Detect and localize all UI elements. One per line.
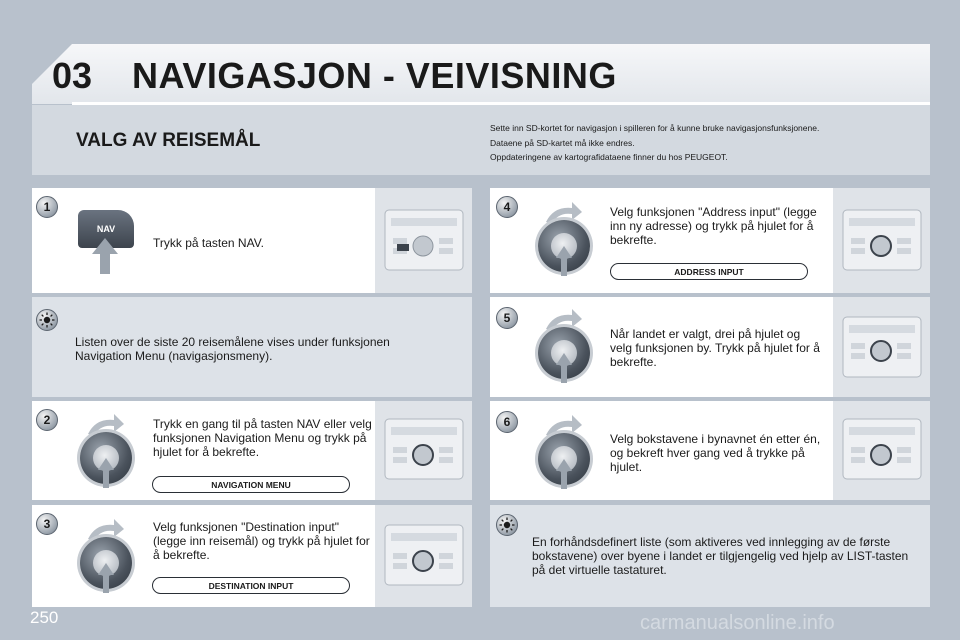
press-arrow-icon (555, 246, 573, 276)
step-5-text: Når landet er valgt, drei på hjulet og velg funksjonen by. Trykk på hjulet for å bekrefte. (610, 327, 820, 369)
page-title: NAVIGASJON - VEIVISNING (132, 55, 617, 96)
sun-icon (36, 309, 58, 331)
step-4-badge: 4 (496, 196, 518, 218)
destination-input-label: DESTINATION INPUT (152, 577, 350, 594)
navigation-menu-label: NAVIGATION MENU (152, 476, 350, 493)
note-1: Sette inn SD-kortet for navigasjon i spilleren for å kunne bruke navigasjonsfunksjonene. (490, 123, 820, 133)
press-arrow-icon (555, 353, 573, 383)
note-2: Dataene på SD-kartet må ikke endres. (490, 137, 635, 148)
nav-button-icon: NAV (78, 210, 134, 248)
press-arrow-icon (97, 458, 115, 488)
section-notes (490, 121, 920, 165)
radio-console-icon (375, 188, 472, 293)
tip-1-text: Listen over de siste 20 reisemålene vises under funksjonen Navigation Menu (navigasjonsmeny). (75, 335, 390, 363)
step-3-text: Velg funksjonen "Destination input" (legge inn reisemål) og trykk på hjulet for å bekrefte. (153, 520, 370, 562)
radio-console-icon (833, 401, 930, 500)
step-6-text: Velg bokstavene i bynavnet én etter én, og bekreft hver gang ved å trykke på hjulet. (610, 432, 821, 474)
press-arrow-icon (90, 238, 120, 274)
note-3: Oppdateringene av kartografidataene finner du hos PEUGEOT. (490, 152, 728, 162)
radio-console-icon (833, 297, 930, 397)
radio-console-icon (375, 401, 472, 500)
chapter-number: 03 (52, 55, 93, 96)
tip-2-text: En forhåndsdefinert liste (som aktiveres ved innlegging av de første bokstavene) over byene i landet er tilgjengelig ved hjelp av LIST-tasten på det virtuelle tastaturet. (532, 535, 909, 577)
step-4-text: Velg funksjonen "Address input" (legge inn ny adresse) og trykk på hjulet for å bekrefte. (610, 205, 817, 247)
press-arrow-icon (97, 563, 115, 593)
step-2-text: Trykk en gang til på tasten NAV eller velg funksjonen Navigation Menu og trykk på hjulet for å bekrefte. (153, 417, 372, 459)
section-title: VALG AV REISEMÅL (76, 130, 261, 151)
step-1-text: Trykk på tasten NAV. (153, 236, 264, 250)
step-6-badge: 6 (496, 411, 518, 433)
step-3-badge: 3 (36, 513, 58, 535)
step-1-badge: 1 (36, 196, 58, 218)
radio-console-icon (833, 188, 930, 293)
step-5-badge: 5 (496, 307, 518, 329)
watermark: carmanualsonline.info (640, 612, 835, 634)
step-2-badge: 2 (36, 409, 58, 431)
radio-console-icon (375, 505, 472, 607)
press-arrow-icon (555, 459, 573, 489)
address-input-label: ADDRESS INPUT (610, 263, 808, 280)
page-number: 250 (30, 608, 59, 627)
sun-icon (496, 514, 518, 536)
